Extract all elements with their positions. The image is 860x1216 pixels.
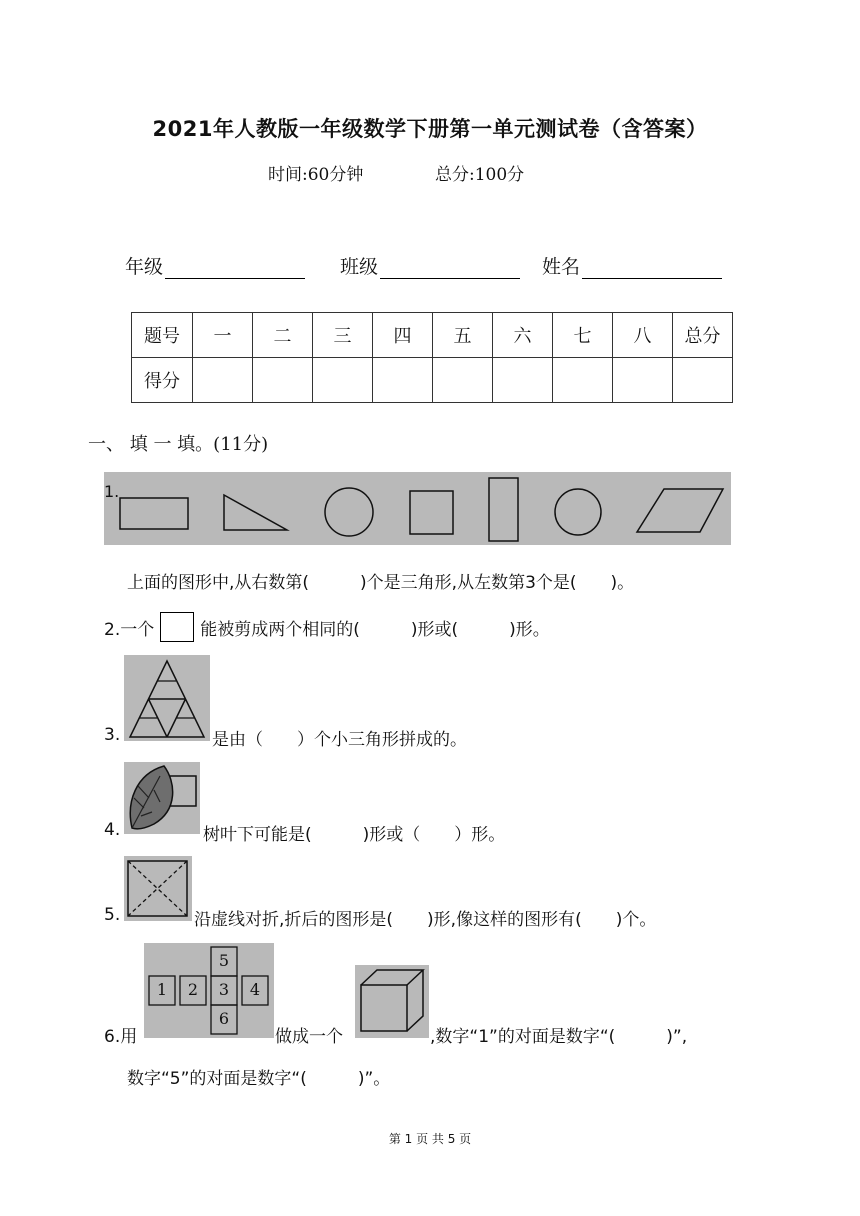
score-cell[interactable]	[313, 358, 373, 403]
triangle-figure-image	[124, 655, 210, 741]
q2-line	[104, 612, 550, 642]
score-cell[interactable]	[433, 358, 493, 403]
q1-text: 上面的图形中,从右数第( )个是三角形,从左数第3个是( )。	[127, 573, 635, 593]
score-cell[interactable]	[673, 358, 733, 403]
section-points: (11分)	[213, 434, 269, 455]
triangles-icon	[124, 655, 210, 741]
q1-shapes-image	[104, 472, 731, 545]
dashed-square-icon	[124, 856, 192, 921]
score-cell[interactable]	[553, 358, 613, 403]
q5-text: 沿虚线对折,折后的图形是( )形,像这样的图形有( )个。	[194, 910, 657, 930]
name-label: 姓名	[542, 256, 581, 278]
score-row-label: 得分	[132, 358, 193, 403]
class-field[interactable]	[340, 252, 520, 279]
header-cell: 六	[493, 313, 553, 358]
grade-blank[interactable]	[165, 258, 305, 279]
header-cell: 总分	[673, 313, 733, 358]
section-heading	[88, 430, 268, 456]
name-field[interactable]	[542, 252, 722, 279]
score-header-row	[132, 313, 733, 358]
square-icon	[160, 612, 194, 642]
net-face-bottom: 6	[218, 1009, 230, 1028]
net-face: 3	[218, 980, 230, 999]
header-cell: 八	[613, 313, 673, 358]
q1-number: 1.	[104, 482, 120, 501]
leaf-icon	[124, 762, 200, 834]
shapes-row-icon	[104, 472, 731, 545]
name-blank[interactable]	[582, 258, 722, 279]
q3-number: 3.	[104, 725, 121, 745]
header-cell: 一	[193, 313, 253, 358]
score-cell[interactable]	[253, 358, 313, 403]
section-label: 一、 填 一 填。	[88, 434, 214, 455]
time-limit: 时间:60分钟	[268, 165, 364, 185]
score-cell[interactable]	[373, 358, 433, 403]
q5-number: 5.	[104, 905, 121, 925]
grade-label: 年级	[125, 256, 164, 278]
net-face: 2	[187, 980, 199, 999]
page-footer: 第 1 页 共 5 页	[388, 1132, 472, 1146]
q3-text: 是由（ ）个小三角形拼成的。	[212, 730, 467, 750]
leaf-figure-image	[124, 762, 200, 834]
q6-number: 6.用	[104, 1027, 138, 1047]
q6-line2: 数字“5”的对面是数字“( )”。	[127, 1069, 391, 1089]
cube-image	[355, 965, 429, 1038]
header-cell: 二	[253, 313, 313, 358]
q4-number: 4.	[104, 820, 121, 840]
q2-number: 2.一个	[104, 619, 155, 640]
q6-text: ,数字“1”的对面是数字“( )”,	[430, 1027, 688, 1047]
score-row	[132, 358, 733, 403]
fold-square-image	[124, 856, 192, 921]
score-cell[interactable]	[193, 358, 253, 403]
q4-text: 树叶下可能是( )形或（ ）形。	[203, 825, 506, 845]
score-cell[interactable]	[493, 358, 553, 403]
header-cell: 题号	[132, 313, 193, 358]
page-title: 2021年人教版一年级数学下册第一单元测试卷（含答案）	[152, 117, 708, 141]
header-cell: 三	[313, 313, 373, 358]
class-label: 班级	[340, 256, 379, 278]
q6-mid-text: 做成一个	[275, 1027, 343, 1047]
net-face: 1	[156, 980, 168, 999]
cube-icon	[355, 965, 429, 1038]
class-blank[interactable]	[380, 258, 520, 279]
score-cell[interactable]	[613, 358, 673, 403]
q2-text: 能被剪成两个相同的( )形或( )形。	[200, 619, 550, 640]
net-face-top: 5	[218, 951, 230, 970]
header-cell: 七	[553, 313, 613, 358]
header-cell: 五	[433, 313, 493, 358]
grade-field[interactable]	[125, 252, 305, 279]
net-face: 4	[249, 980, 261, 999]
cube-net-image	[144, 943, 274, 1038]
score-table	[131, 312, 733, 403]
total-score: 总分:100分	[435, 165, 525, 185]
header-cell: 四	[373, 313, 433, 358]
